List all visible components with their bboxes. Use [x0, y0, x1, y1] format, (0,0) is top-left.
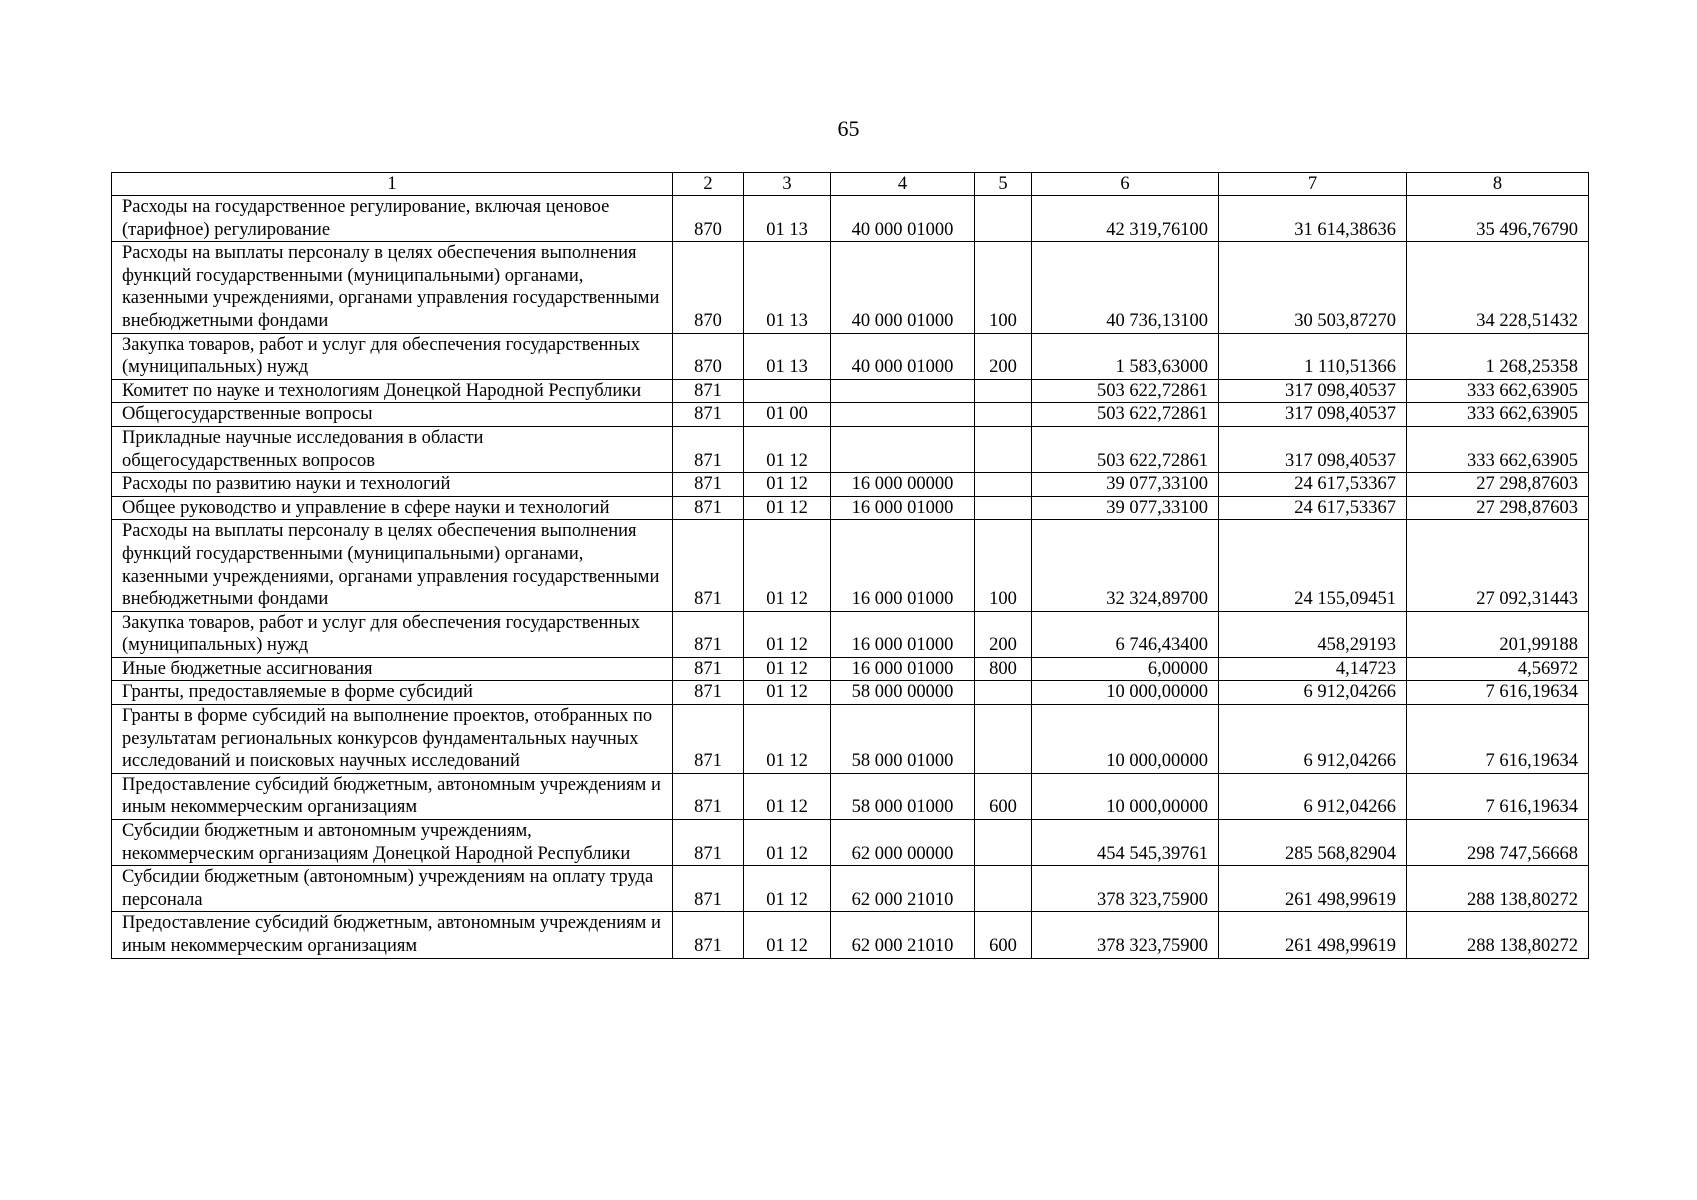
row-amount-col6: 1 583,63000	[1032, 333, 1219, 379]
row-target-article	[831, 403, 975, 427]
header-col-4: 4	[831, 173, 975, 196]
row-name: Гранты, предоставляемые в форме субсидий	[112, 681, 673, 705]
row-amount-col7: 30 503,87270	[1219, 242, 1407, 333]
row-section: 01 00	[744, 403, 831, 427]
row-chapter: 870	[673, 242, 744, 333]
row-target-article	[831, 379, 975, 403]
row-amount-col7: 24 617,53367	[1219, 496, 1407, 520]
row-amount-col7: 261 498,99619	[1219, 912, 1407, 958]
row-amount-col8: 288 138,80272	[1407, 912, 1589, 958]
row-amount-col8: 4,56972	[1407, 657, 1589, 681]
row-expense-type: 600	[975, 773, 1032, 819]
row-section: 01 12	[744, 611, 831, 657]
row-amount-col8: 7 616,19634	[1407, 681, 1589, 705]
row-amount-col7: 317 098,40537	[1219, 379, 1407, 403]
row-amount-col8: 7 616,19634	[1407, 773, 1589, 819]
row-amount-col7: 31 614,38636	[1219, 196, 1407, 242]
row-name: Субсидии бюджетным (автономным) учреждениям на оплату труда персонала	[112, 866, 673, 912]
row-chapter: 871	[673, 379, 744, 403]
row-amount-col8: 34 228,51432	[1407, 242, 1589, 333]
row-name: Общегосударственные вопросы	[112, 403, 673, 427]
row-amount-col6: 454 545,39761	[1032, 820, 1219, 866]
row-expense-type	[975, 705, 1032, 774]
row-section	[744, 379, 831, 403]
table-row	[112, 403, 1589, 427]
row-expense-type	[975, 866, 1032, 912]
table-row	[112, 611, 1589, 657]
row-name: Расходы по развитию науки и технологий	[112, 473, 673, 497]
table-row	[112, 333, 1589, 379]
row-amount-col6: 503 622,72861	[1032, 403, 1219, 427]
row-amount-col8: 1 268,25358	[1407, 333, 1589, 379]
row-amount-col8: 288 138,80272	[1407, 866, 1589, 912]
row-chapter: 870	[673, 333, 744, 379]
row-target-article: 62 000 21010	[831, 866, 975, 912]
row-target-article: 16 000 01000	[831, 496, 975, 520]
row-chapter: 871	[673, 611, 744, 657]
row-expense-type	[975, 379, 1032, 403]
row-section: 01 12	[744, 520, 831, 611]
table-row	[112, 426, 1589, 472]
row-amount-col6: 32 324,89700	[1032, 520, 1219, 611]
row-chapter: 871	[673, 820, 744, 866]
table-row	[112, 473, 1589, 497]
row-expense-type: 600	[975, 912, 1032, 958]
row-section: 01 12	[744, 496, 831, 520]
row-chapter: 871	[673, 773, 744, 819]
row-amount-col8: 35 496,76790	[1407, 196, 1589, 242]
row-section: 01 12	[744, 820, 831, 866]
row-amount-col7: 4,14723	[1219, 657, 1407, 681]
table-header	[112, 173, 1589, 196]
row-target-article: 58 000 01000	[831, 705, 975, 774]
row-chapter: 871	[673, 496, 744, 520]
row-target-article: 40 000 01000	[831, 242, 975, 333]
table-row	[112, 866, 1589, 912]
row-amount-col8: 7 616,19634	[1407, 705, 1589, 774]
row-amount-col8: 333 662,63905	[1407, 403, 1589, 427]
row-name: Расходы на выплаты персоналу в целях обеспечения выполнения функций государственными (муниципальными) органами, казенными учреждениями, органами управления государственными внебюджетными фондами	[112, 242, 673, 333]
row-target-article: 58 000 01000	[831, 773, 975, 819]
table-row	[112, 820, 1589, 866]
row-section: 01 12	[744, 473, 831, 497]
row-chapter: 871	[673, 520, 744, 611]
row-expense-type	[975, 426, 1032, 472]
row-target-article: 40 000 01000	[831, 196, 975, 242]
row-amount-col6: 6,00000	[1032, 657, 1219, 681]
row-amount-col7: 458,29193	[1219, 611, 1407, 657]
row-expense-type: 200	[975, 333, 1032, 379]
row-amount-col6: 6 746,43400	[1032, 611, 1219, 657]
row-name: Комитет по науке и технологиям Донецкой Народной Республики	[112, 379, 673, 403]
header-col-8: 8	[1407, 173, 1589, 196]
row-chapter: 871	[673, 426, 744, 472]
row-amount-col6: 40 736,13100	[1032, 242, 1219, 333]
row-name: Предоставление субсидий бюджетным, автономным учреждениям и иным некоммерческим организациям	[112, 773, 673, 819]
row-expense-type: 200	[975, 611, 1032, 657]
row-amount-col8: 333 662,63905	[1407, 379, 1589, 403]
row-section: 01 12	[744, 681, 831, 705]
table-row	[112, 196, 1589, 242]
row-amount-col7: 24 617,53367	[1219, 473, 1407, 497]
row-name: Расходы на выплаты персоналу в целях обеспечения выполнения функций государственными (муниципальными) органами, казенными учреждениями, органами управления государственными внебюджетными фондами	[112, 520, 673, 611]
table-row	[112, 242, 1589, 333]
row-target-article: 16 000 00000	[831, 473, 975, 497]
row-name: Закупка товаров, работ и услуг для обеспечения государственных (муниципальных) нужд	[112, 611, 673, 657]
header-col-7: 7	[1219, 173, 1407, 196]
row-target-article: 16 000 01000	[831, 520, 975, 611]
row-amount-col7: 6 912,04266	[1219, 705, 1407, 774]
row-section: 01 12	[744, 773, 831, 819]
row-amount-col6: 39 077,33100	[1032, 496, 1219, 520]
row-target-article: 40 000 01000	[831, 333, 975, 379]
row-expense-type: 100	[975, 242, 1032, 333]
row-amount-col6: 378 323,75900	[1032, 866, 1219, 912]
row-target-article: 58 000 00000	[831, 681, 975, 705]
row-amount-col6: 39 077,33100	[1032, 473, 1219, 497]
table-row	[112, 496, 1589, 520]
row-name: Субсидии бюджетным и автономным учреждениям, некоммерческим организациям Донецкой Народной Республики	[112, 820, 673, 866]
row-amount-col8: 333 662,63905	[1407, 426, 1589, 472]
row-amount-col6: 10 000,00000	[1032, 773, 1219, 819]
table-row	[112, 520, 1589, 611]
row-expense-type: 800	[975, 657, 1032, 681]
row-target-article: 62 000 21010	[831, 912, 975, 958]
row-target-article: 62 000 00000	[831, 820, 975, 866]
row-amount-col6: 503 622,72861	[1032, 426, 1219, 472]
row-expense-type	[975, 196, 1032, 242]
row-section: 01 12	[744, 705, 831, 774]
header-col-5: 5	[975, 173, 1032, 196]
row-section: 01 13	[744, 196, 831, 242]
table-row	[112, 705, 1589, 774]
page-number: 65	[837, 116, 860, 141]
row-amount-col8: 27 298,87603	[1407, 473, 1589, 497]
row-amount-col7: 6 912,04266	[1219, 681, 1407, 705]
row-amount-col6: 10 000,00000	[1032, 681, 1219, 705]
row-target-article: 16 000 01000	[831, 657, 975, 681]
row-section: 01 12	[744, 912, 831, 958]
row-amount-col7: 317 098,40537	[1219, 403, 1407, 427]
row-amount-col7: 285 568,82904	[1219, 820, 1407, 866]
row-amount-col7: 24 155,09451	[1219, 520, 1407, 611]
row-name: Гранты в форме субсидий на выполнение проектов, отобранных по результатам региональных конкурсов фундаментальных научных исследований и поисковых научных исследований	[112, 705, 673, 774]
row-section: 01 13	[744, 333, 831, 379]
row-expense-type	[975, 820, 1032, 866]
row-amount-col6: 10 000,00000	[1032, 705, 1219, 774]
row-amount-col8: 201,99188	[1407, 611, 1589, 657]
budget-table	[111, 172, 1589, 959]
row-name: Иные бюджетные ассигнования	[112, 657, 673, 681]
row-amount-col7: 261 498,99619	[1219, 866, 1407, 912]
row-target-article: 16 000 01000	[831, 611, 975, 657]
row-amount-col8: 27 092,31443	[1407, 520, 1589, 611]
row-section: 01 12	[744, 426, 831, 472]
row-expense-type: 100	[975, 520, 1032, 611]
row-chapter: 871	[673, 657, 744, 681]
row-chapter: 871	[673, 705, 744, 774]
row-chapter: 871	[673, 681, 744, 705]
header-row	[112, 173, 1589, 196]
row-section: 01 13	[744, 242, 831, 333]
header-col-3: 3	[744, 173, 831, 196]
table-row	[112, 657, 1589, 681]
row-amount-col8: 27 298,87603	[1407, 496, 1589, 520]
row-amount-col6: 378 323,75900	[1032, 912, 1219, 958]
row-chapter: 871	[673, 403, 744, 427]
row-amount-col7: 317 098,40537	[1219, 426, 1407, 472]
row-name: Предоставление субсидий бюджетным, автономным учреждениям и иным некоммерческим организациям	[112, 912, 673, 958]
row-expense-type	[975, 473, 1032, 497]
row-section: 01 12	[744, 657, 831, 681]
row-amount-col6: 42 319,76100	[1032, 196, 1219, 242]
table-row	[112, 379, 1589, 403]
row-expense-type	[975, 496, 1032, 520]
row-section: 01 12	[744, 866, 831, 912]
table-row	[112, 681, 1589, 705]
header-col-6: 6	[1032, 173, 1219, 196]
row-name: Закупка товаров, работ и услуг для обеспечения государственных (муниципальных) нужд	[112, 333, 673, 379]
row-chapter: 871	[673, 473, 744, 497]
row-amount-col7: 1 110,51366	[1219, 333, 1407, 379]
row-amount-col6: 503 622,72861	[1032, 379, 1219, 403]
header-col-1: 1	[112, 173, 673, 196]
header-col-2: 2	[673, 173, 744, 196]
table-row	[112, 912, 1589, 958]
row-amount-col8: 298 747,56668	[1407, 820, 1589, 866]
row-expense-type	[975, 681, 1032, 705]
row-name: Прикладные научные исследования в области общегосударственных вопросов	[112, 426, 673, 472]
row-name: Общее руководство и управление в сфере науки и технологий	[112, 496, 673, 520]
row-chapter: 871	[673, 866, 744, 912]
row-chapter: 870	[673, 196, 744, 242]
row-amount-col7: 6 912,04266	[1219, 773, 1407, 819]
table-body	[112, 196, 1589, 959]
row-expense-type	[975, 403, 1032, 427]
table-row	[112, 773, 1589, 819]
row-target-article	[831, 426, 975, 472]
row-chapter: 871	[673, 912, 744, 958]
row-name: Расходы на государственное регулирование, включая ценовое (тарифное) регулирование	[112, 196, 673, 242]
